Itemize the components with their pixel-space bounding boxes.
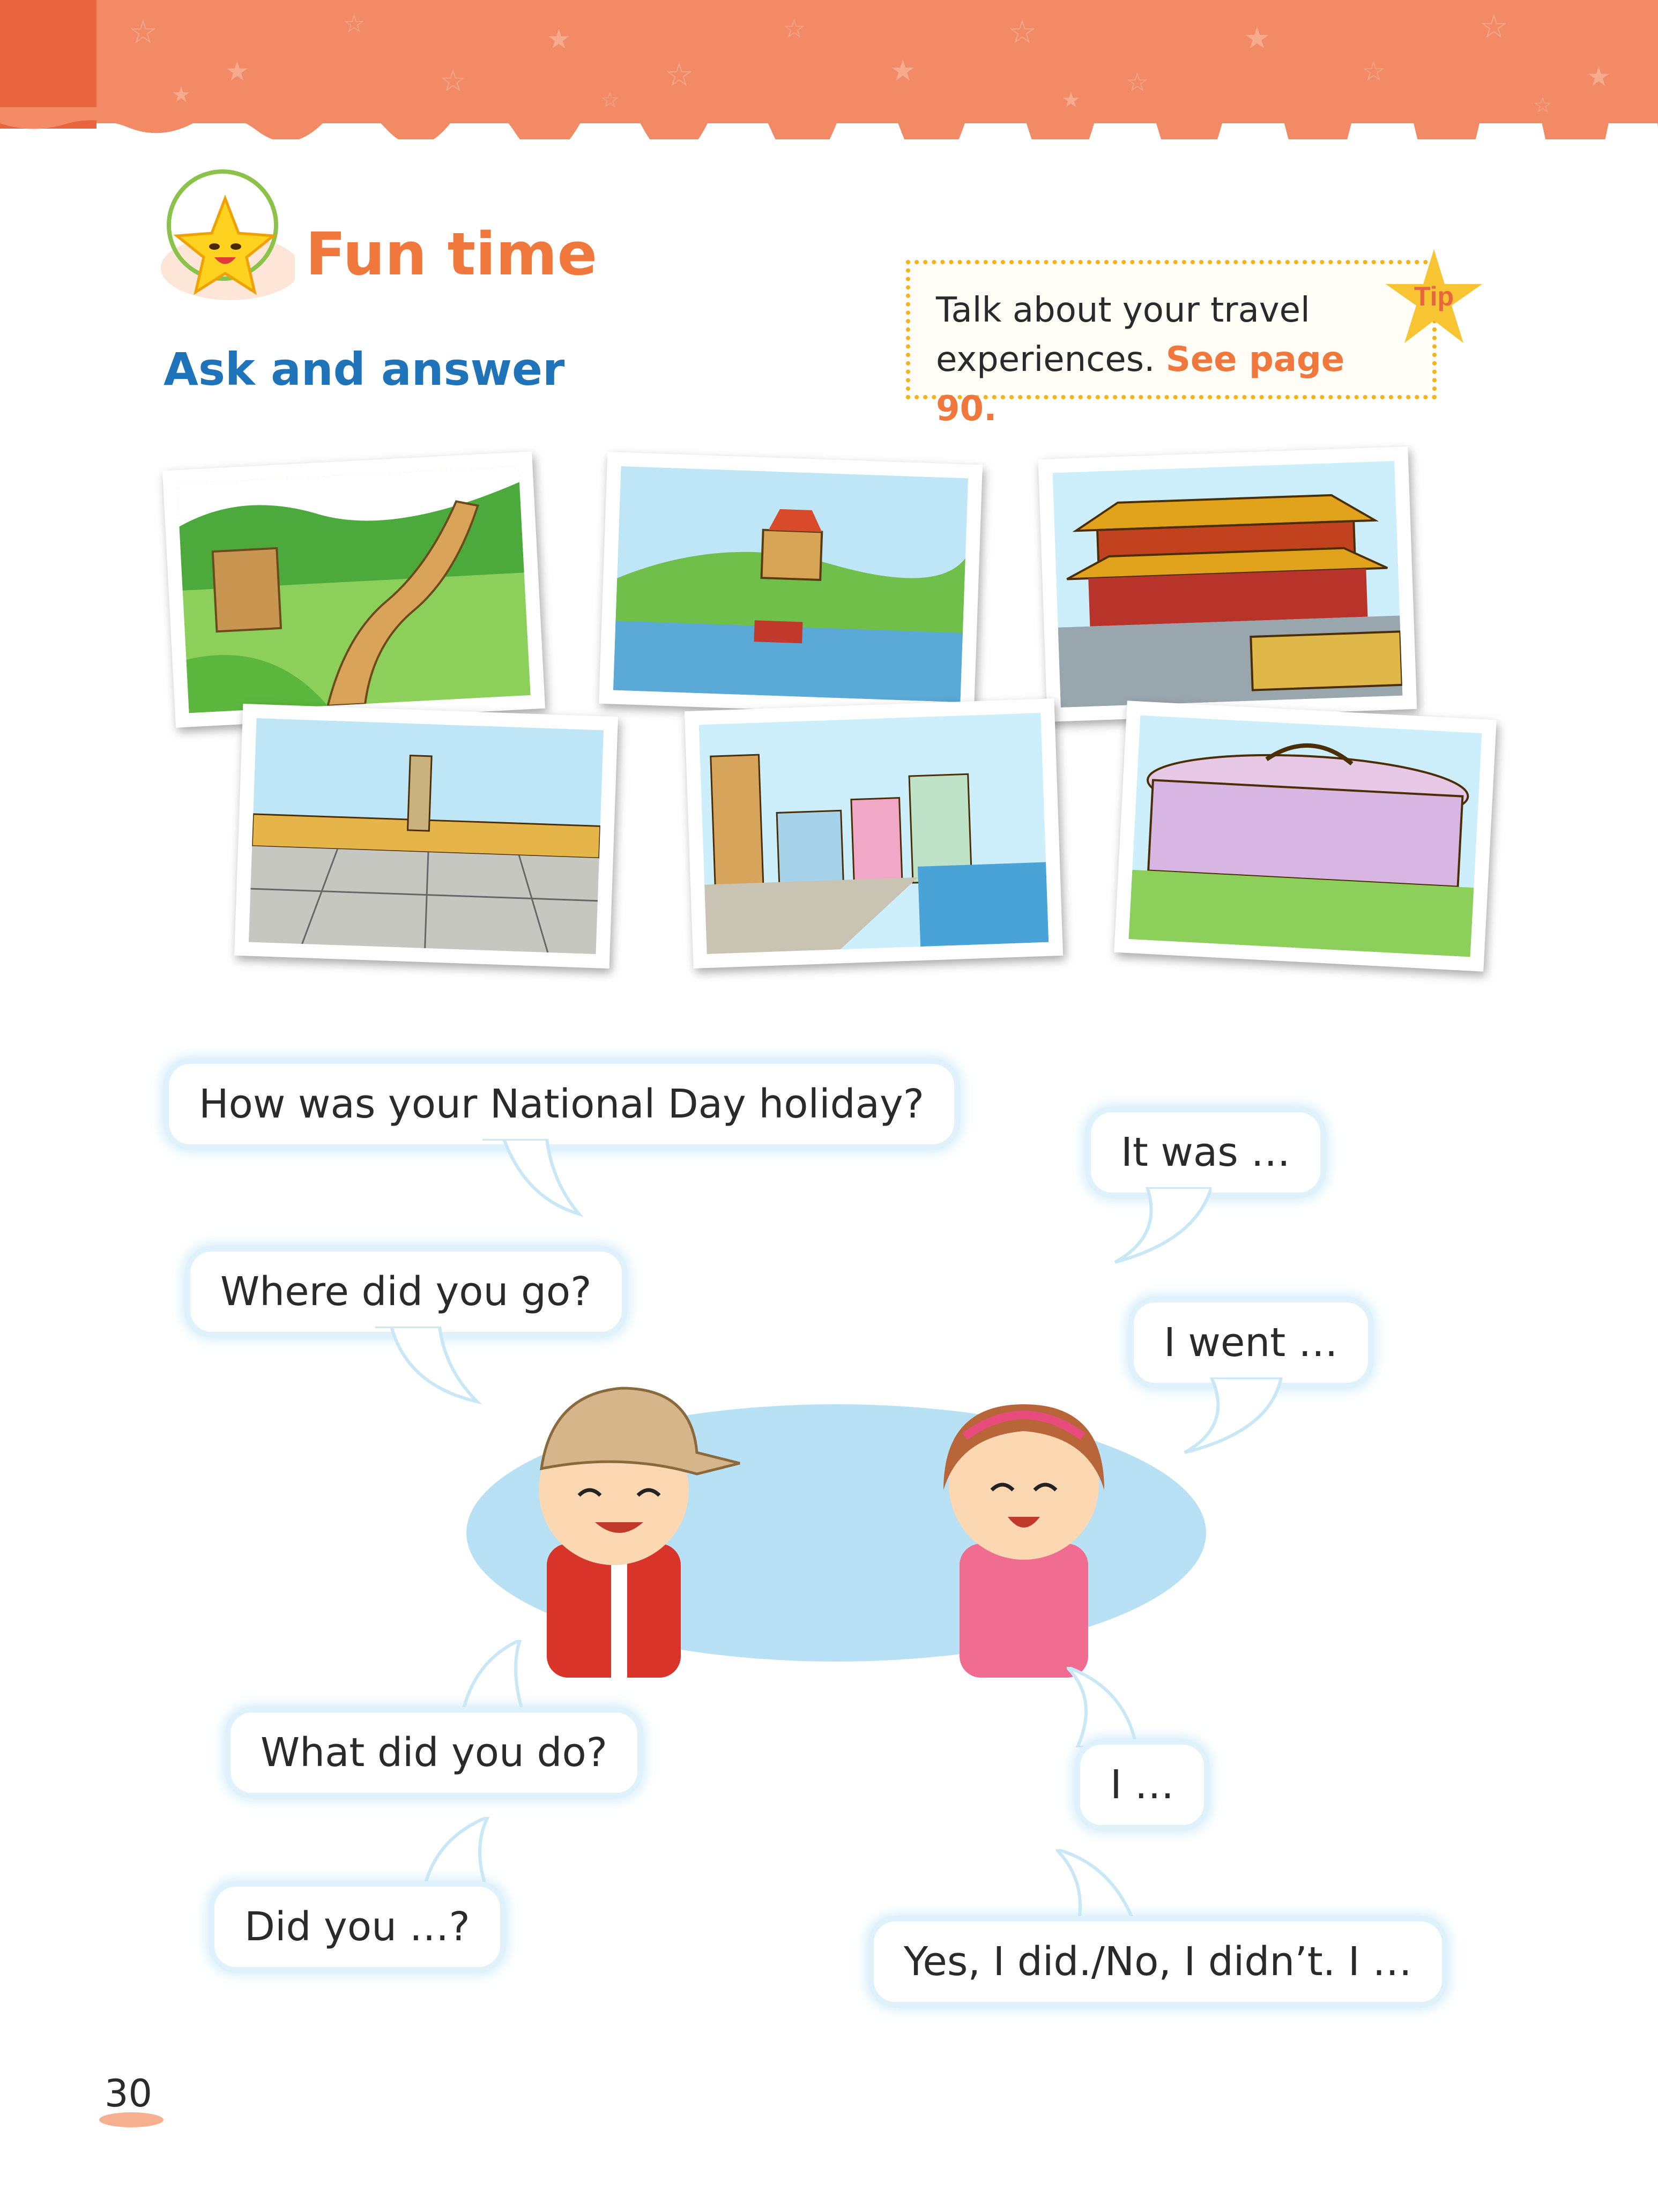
section-title: Fun time [306, 220, 598, 288]
svg-text:☆: ☆ [1008, 13, 1037, 51]
svg-text:★: ★ [1244, 21, 1271, 56]
svg-text:★: ★ [547, 24, 571, 55]
palace-photo-icon [1053, 461, 1403, 707]
tip-badge-label: Tip [1414, 281, 1454, 311]
bubble-answer-i-went: I went … [1134, 1302, 1368, 1383]
svg-text:★: ★ [1061, 88, 1081, 113]
photo-summer-palace [599, 452, 983, 717]
bubble-tail [375, 1327, 482, 1407]
riverside-city-photo-icon [699, 713, 1049, 954]
bubble-answer-i: I … [1080, 1745, 1204, 1825]
svg-text:★: ★ [1587, 61, 1611, 92]
photo-forbidden-city [1038, 446, 1417, 722]
section-subtitle: Ask and answer [163, 343, 565, 396]
svg-text:☆: ☆ [1362, 56, 1386, 87]
bubble-question-holiday: How was your National Day holiday? [169, 1064, 954, 1144]
page-number: 30 [105, 2072, 153, 2116]
photo-tiananmen-square [234, 704, 618, 969]
star-mascot-icon [155, 161, 295, 316]
great-wall-photo-icon [177, 466, 531, 713]
photo-great-wall [162, 451, 545, 727]
svg-text:☆: ☆ [783, 14, 806, 44]
bubble-tail [1104, 1187, 1211, 1268]
tip-badge-icon [1383, 247, 1485, 348]
header-banner [0, 0, 1658, 139]
bubble-tail [1179, 1377, 1287, 1458]
square-monument-photo-icon [249, 718, 604, 954]
bubble-answer-it-was: It was … [1091, 1112, 1320, 1193]
svg-text:☆: ☆ [665, 56, 694, 94]
children-illustration [461, 1329, 1211, 1683]
bubble-tail [1056, 1849, 1163, 1930]
tip-text: Talk about your travel experiences. [936, 291, 1310, 379]
bubble-tail [391, 1817, 499, 1892]
svg-text:☆: ☆ [129, 13, 158, 51]
bubble-tail [429, 1640, 536, 1721]
svg-text:★: ★ [225, 56, 249, 87]
photo-shanghai-museum [1114, 701, 1497, 971]
tip-box [906, 260, 1437, 429]
bubble-tail [482, 1139, 590, 1219]
svg-text:☆: ☆ [1479, 8, 1508, 46]
round-museum-photo-icon [1128, 716, 1482, 957]
bubble-question-what-did-you-do: What did you do? [231, 1712, 637, 1793]
bubble-question-where: Where did you go? [190, 1252, 622, 1332]
svg-text:☆: ☆ [1533, 93, 1552, 118]
svg-text:☆: ☆ [600, 88, 620, 113]
svg-text:☆: ☆ [440, 64, 467, 99]
photo-the-bund [685, 698, 1063, 969]
bubble-answer-yes-no: Yes, I did./No, I didn’t. I … [874, 1921, 1442, 2002]
tip-page-link[interactable]: See page 90. [936, 340, 1345, 429]
hillside-pavilion-photo-icon [613, 466, 968, 702]
svg-text:☆: ☆ [1126, 68, 1149, 98]
svg-text:★: ★ [890, 54, 916, 87]
svg-text:☆: ☆ [343, 9, 366, 38]
bubble-tail [1067, 1667, 1174, 1747]
svg-text:★: ★ [172, 83, 191, 107]
bubble-question-did-you: Did you …? [214, 1887, 500, 1967]
